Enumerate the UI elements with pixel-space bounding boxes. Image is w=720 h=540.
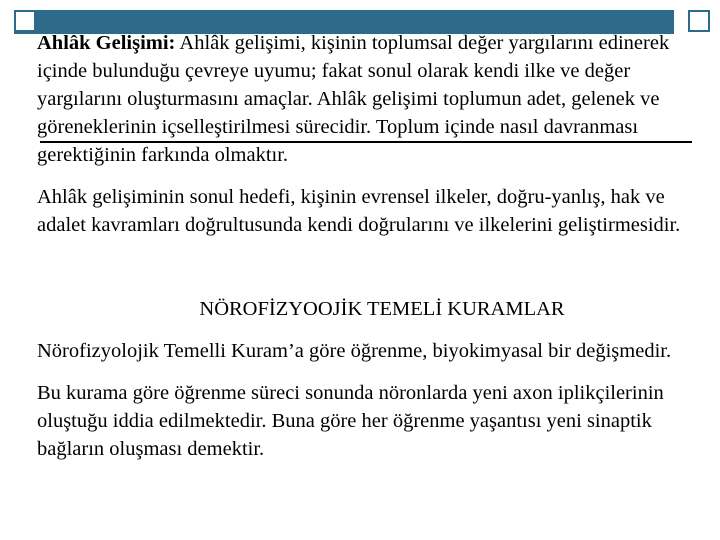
paragraph-label: Ahlâk Gelişimi: [37, 32, 176, 54]
paragraph-moral-development [37, 29, 697, 169]
underline-rule [40, 141, 692, 143]
paragraph-neuro-theory: Nörofizyolojik Temelli Kuram’a göre öğrenme, biyokimyasal bir değişmedir. [37, 340, 672, 362]
paragraph-neuro-detail: Bu kurama göre öğrenme süreci sonunda nöronlarda yeni axon iplikçilerinin oluştuğu iddia edilmektedir. Buna göre her öğrenme yaşantısı yeni sinaptik bağların oluşması demektir. [37, 382, 664, 460]
paragraph-text: Ahlâk gelişimi, kişinin toplumsal değer yargılarını edinerek içinde bulunduğu çevreye uyumu; fakat sonul olarak kendi ilke ve değer yargılarını oluşturmasını amaçlar. Ahlâk gelişimi toplumun adet, gelenek ve göreneklerinin içselleştirilmesi sürecidir. Toplum içinde nasıl davranması gerektiğinin farkında olmaktır. [37, 32, 670, 166]
slide-content [37, 29, 697, 463]
left-corner-box [14, 10, 36, 32]
paragraph-moral-goal: Ahlâk gelişiminin sonul hedefi, kişinin evrensel ilkeler, doğru-yanlış, hak ve adalet kavramları doğrultusunda kendi doğrularını ve ilkelerini geliştirmesidir. [37, 186, 681, 236]
section-heading: NÖROFİZYOOJİK TEMELİ KURAMLAR [199, 298, 565, 320]
